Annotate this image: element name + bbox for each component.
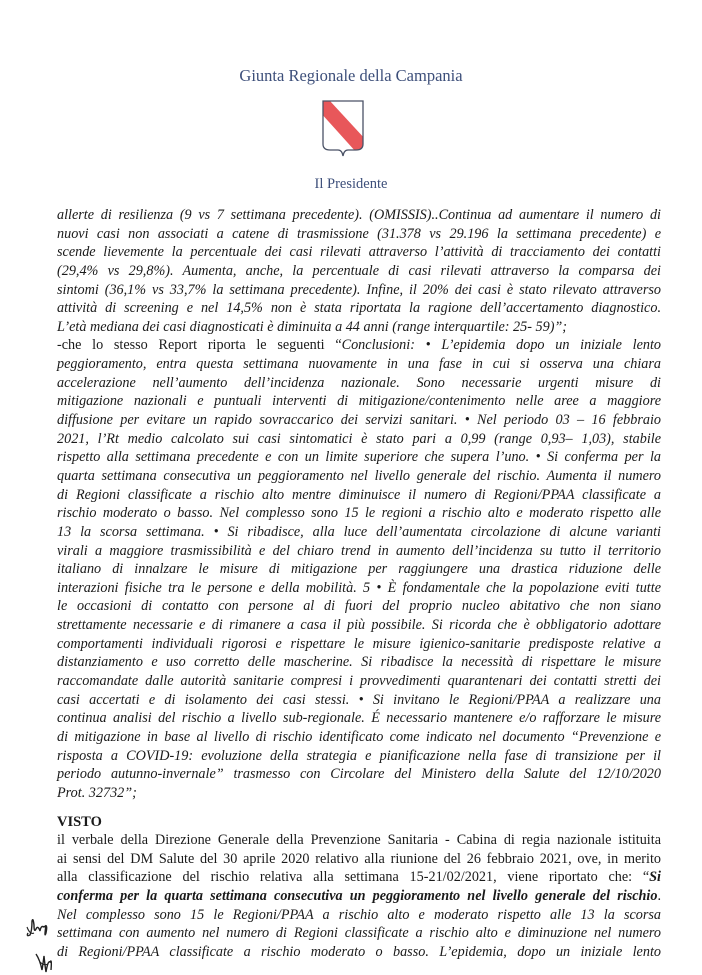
text-line: le occasioni di contatto con persone al di fuori del proprio nucleo abitativo che non siano [57,598,661,615]
paragraph-epidemiology [57,206,661,336]
visto-quote-period: . [657,888,661,905]
text-line: 2021, l’Rt medio calcolato sui casi sintomatici è stato pari a 0,99 (range 0,93– 1,03), stabile [57,430,661,447]
text-line: nuovi casi non associati a catene di trasmissione (31.378 vs 29.196 la settimana precedente) e [57,225,661,242]
text-line: attività di screening e nel 14,5% non è stata riportata la ragione dell’accertamento diagnostico. [57,300,661,317]
text-line: (29,4% vs 29,8%). Aumenta, anche, la percentuale di casi rilevati attraverso la comparsa dei [57,262,661,279]
text-line: raccomandate dalle autorità sanitarie compresi i provvedimenti quarantenari dei contatti stretti dei [57,673,661,690]
text-line: quarta settimana consecutiva un peggioramento nel livello generale del rischio. Aumenta il numero [57,467,661,484]
text-line: casi accertati e di isolamento dei casi stessi. • Si invitano le Regioni/PPAA a realizzare una [57,691,661,708]
visto-quote-bold: conferma per la quarta settimana consecutiva un peggioramento nel livello generale del rischio [57,888,658,905]
text-line: italiano di innalzare le misure di mitigazione per raggiungere una drastica riduzione delle [57,561,661,578]
text-line: comportamenti individuali rigorosi e rispettare le misure igienico-sanitarie predisposte relative a [57,635,661,652]
header-title: Giunta Regionale della Campania [239,66,463,85]
text-line: 13 la scorsa settimana. • Si ribadisce, alla luce dell’aumentata circolazione di alcune varianti [57,523,661,540]
text-line: interazioni fisiche tra le persone e della mobilità. 5 • È fondamentale che la popolazione eviti tutte [57,579,661,596]
text-line: rischio moderato o basso. Nel complesso sono 15 le regioni a rischio alto e moderato rispetto alle [57,505,661,522]
document-body [57,206,661,962]
text-line: continua analisi del rischio a livello sub-regionale. É necessario mantenere e/o rafforzare le misure [57,710,661,727]
text-line: Nel complesso sono 15 le Regioni/PPAA a rischio alto e moderato rispetto alle 13 la scorsa [57,906,661,923]
report-intro: -che lo stesso Report riporta le seguenti “ [57,337,342,354]
text-line: allerte di resilienza (9 vs 7 settimana precedente). (OMISSIS)..Continua ad aumentare il numero di [57,207,661,223]
text-line: settimana con aumento nel numero di Regioni classificate a rischio alto e diminuzione nel numero [57,925,661,942]
text-line [57,887,661,906]
text-line: il verbale della Direzione Generale della Prevenzione Sanitaria - Cabina di regia nazionale istituita [57,832,661,849]
text-line: scende lievemente la percentuale dei casi rilevati attraverso l’attività di tracciamento dei contatti [57,244,661,261]
text-line: periodo autunno-invernale” trasmesso con Circolare del Ministero della Salute del 12/10/2020 [57,766,661,783]
text-line: peggioramento, entra questa settimana nuovamente in una fase in cui si osserva una chiara [57,356,661,373]
text-line: mitigazione nazionali e puntuali interventi di mitigazione/contenimento nelle aree a maggiore [57,393,661,410]
initials-signature-2 [34,950,54,974]
text-line [57,868,661,887]
text-line: sintomi (36,1% vs 33,7% la settimana precedente). Infine, il 20% dei casi è stato rilevato attraverso [57,281,661,298]
visto-line-roman: alla classificazione del rischio relativa alla settimana 15-21/02/2021, viene riportato che: “ [57,869,650,886]
text-line: distanziamento e uso corretto delle mascherine. Si ribadisce la necessità di rispettare le misure [57,654,661,671]
text-line: di mitigazione in base al livello di rischio identificato come indicato nel documento “Prevenzione e [57,728,661,745]
text-line [57,336,661,355]
text-line: di Regioni classificate a rischio alto mentre diminuisce il numero di Regioni/PPAA classificate a [57,486,661,503]
campania-coat-of-arms-icon [320,98,366,160]
section-visto [57,813,661,962]
text-line: Prot. 32732”; [57,784,137,801]
text-line: risposta a COVID-19: evoluzione della strategia e pianificazione nella fase di transizione per il [57,747,661,764]
conclusions-start: Conclusioni: • L’epidemia dopo un iniziale lento [341,337,661,354]
text-line: virali a maggiore trasmissibilità e del chiaro trend in aumento dell’incidenza su tutto il territorio [57,542,661,559]
paragraph-conclusions [57,336,661,802]
text-line: di Regioni/PPAA classificate a rischio moderato o basso. L’epidemia, dopo un iniziale lento [57,943,661,960]
visto-quote-bold-start: Si [649,869,661,886]
text-line: strettamente necessarie e di rimanere a casa il più possibile. Si ricorda che è obbligatorio adottare [57,617,661,634]
initials-signature-1 [24,915,52,939]
paragraph-gap [57,803,661,813]
text-line: diffusione per evitare un rapido sovraccarico dei servizi sanitari. • Nel periodo 03 – 16 febbraio [57,412,661,429]
text-line: ai sensi del DM Salute del 30 aprile 2020 relativo alla riunione del 26 febbraio 2021, ove, in merito [57,850,661,867]
visto-heading: VISTO [57,813,102,830]
text-line: accelerazione nell’aumento dell’incidenza nazionale. Sono necessarie urgenti misure di [57,374,661,391]
text-line: L’età mediana dei casi diagnosticati è diminuita a 44 anni (range interquartile: 25- 59)”; [57,318,568,335]
text-line: rispetto alla settimana precedente e con un limite superiore che supera l’uno. • Si conferma per la [57,449,661,466]
president-label: Il Presidente [314,176,388,192]
